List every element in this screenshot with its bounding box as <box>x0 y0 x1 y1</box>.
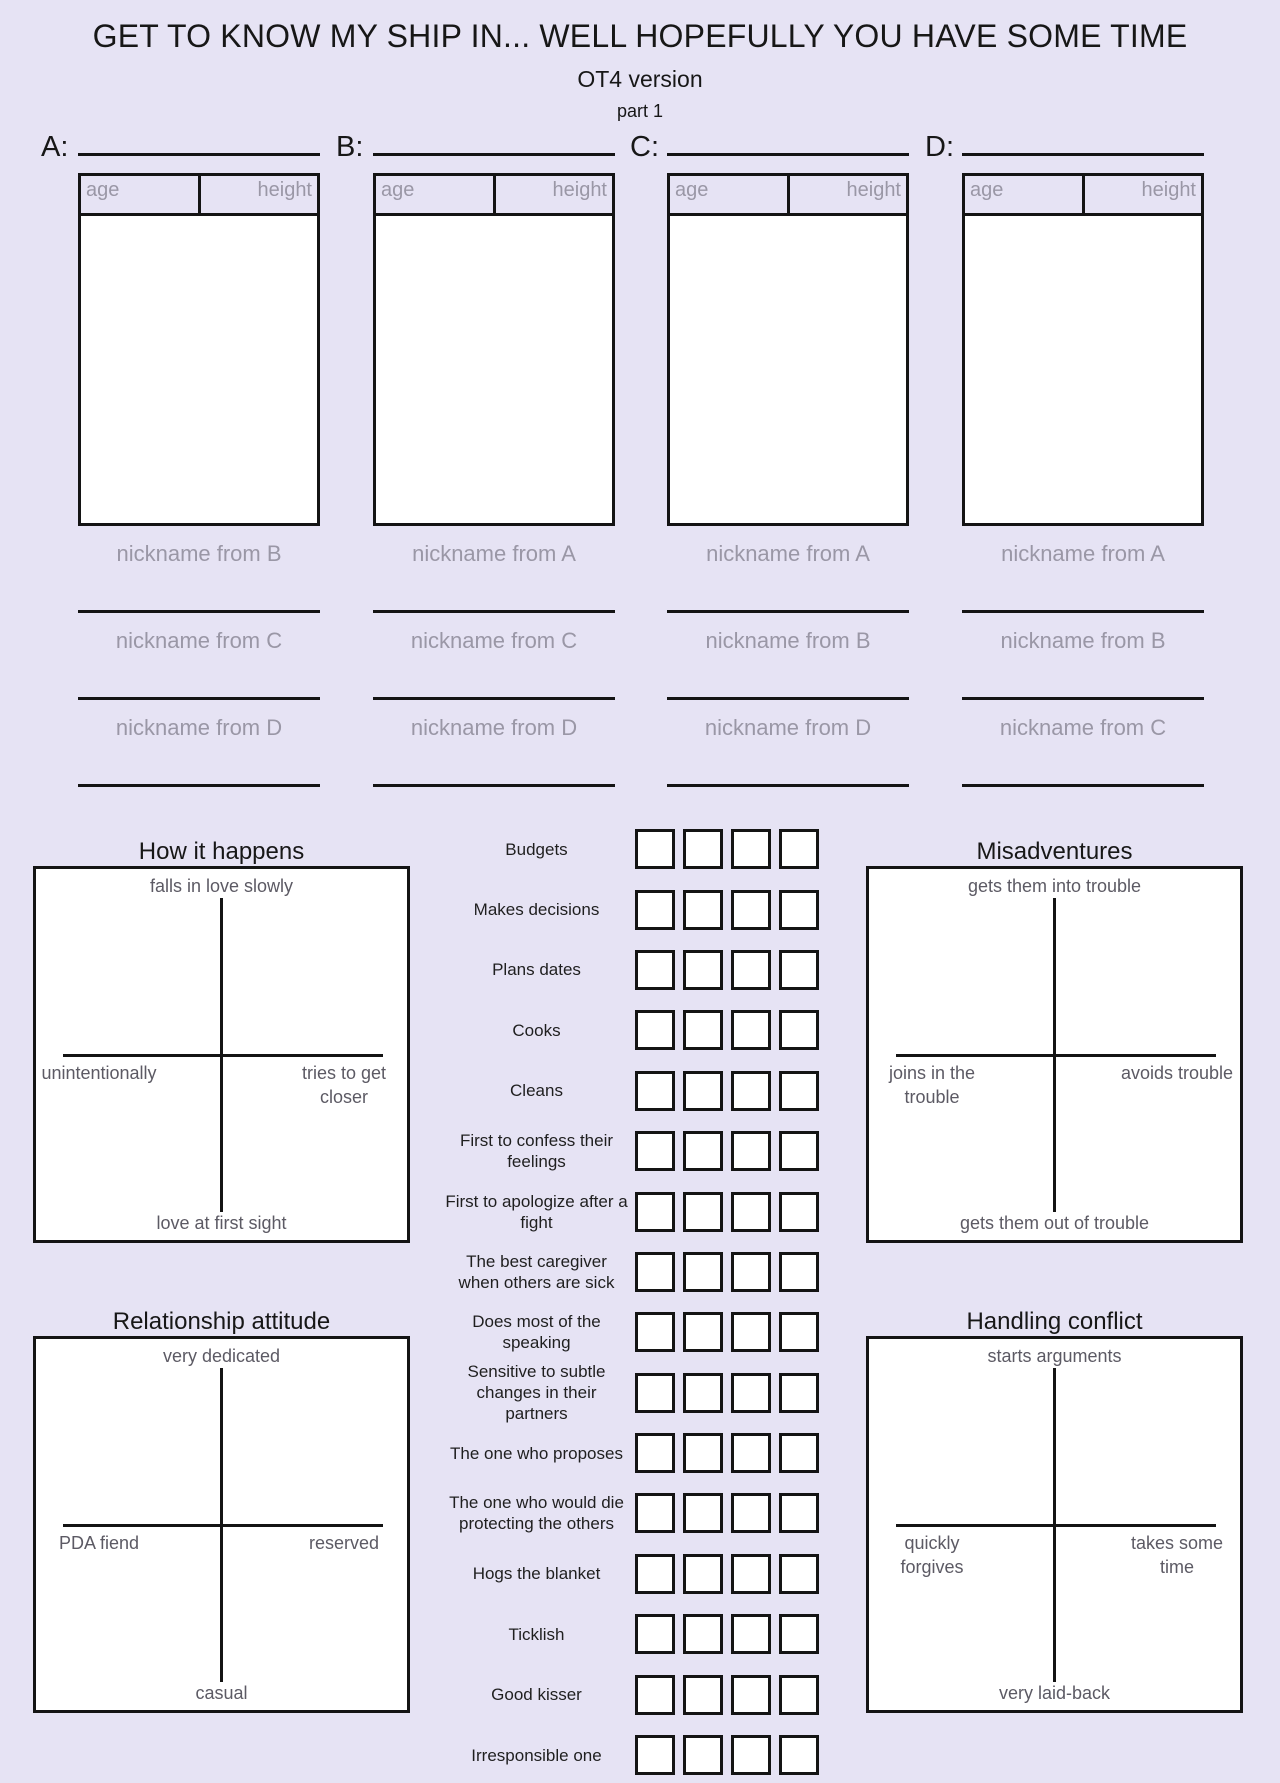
height-field[interactable]: height <box>496 176 613 213</box>
nickname-label: nickname from B <box>705 628 871 653</box>
character-portrait-box <box>78 173 320 526</box>
character-name-line[interactable] <box>373 153 615 156</box>
nickname-block <box>667 714 909 787</box>
nickname-label: nickname from D <box>115 715 283 740</box>
nickname-block <box>78 627 320 700</box>
checkbox[interactable] <box>635 829 675 869</box>
checklist <box>445 819 827 1783</box>
character-name-header <box>336 126 615 173</box>
checklist-label: Cooks <box>512 1020 561 1040</box>
nickname-block <box>373 627 615 700</box>
checklist-label: Plans dates <box>492 960 581 980</box>
character-portrait-box <box>962 173 1204 526</box>
quadrant-relationship-attitude <box>33 1308 410 1713</box>
checkbox[interactable] <box>731 1675 771 1715</box>
age-height-row <box>376 176 612 216</box>
nickname-block <box>962 714 1204 787</box>
checkbox[interactable] <box>635 1071 675 1111</box>
nickname-line[interactable] <box>373 610 615 613</box>
checkbox[interactable] <box>731 1433 771 1473</box>
checkbox[interactable] <box>731 829 771 869</box>
checklist-label: The one who would die protecting the others <box>449 1493 624 1534</box>
quadrant-bottom-label: very laid-back <box>998 1683 1111 1703</box>
checkbox[interactable] <box>779 1131 819 1171</box>
checklist-label: First to apologize after a fight <box>445 1191 628 1232</box>
quadrant-right-label: avoids trouble <box>1120 1063 1234 1083</box>
nickname-label: nickname from A <box>1001 541 1165 566</box>
nickname-label: nickname from A <box>412 541 576 566</box>
quadrant-top-label: very dedicated <box>162 1346 281 1366</box>
quadrant-bottom-label: love at first sight <box>156 1213 287 1233</box>
nickname-block <box>373 540 615 613</box>
checkbox[interactable] <box>635 1192 675 1232</box>
checkbox[interactable] <box>683 1493 723 1533</box>
checklist-label: Sensitive to subtle changes in their partners <box>467 1362 606 1424</box>
checklist-label: The one who proposes <box>450 1443 623 1463</box>
checklist-row <box>445 1061 827 1121</box>
checkbox[interactable] <box>779 1554 819 1594</box>
checkbox[interactable] <box>683 1433 723 1473</box>
checkbox[interactable] <box>635 1131 675 1171</box>
checkbox[interactable] <box>635 1614 675 1654</box>
checkbox[interactable] <box>779 1252 819 1292</box>
axis-horizontal <box>896 1524 1216 1527</box>
checkbox[interactable] <box>779 950 819 990</box>
checkbox[interactable] <box>683 1554 723 1594</box>
portrait-area[interactable] <box>376 216 612 520</box>
nickname-line[interactable] <box>667 610 909 613</box>
checklist-row <box>445 819 827 879</box>
checkbox[interactable] <box>731 1071 771 1111</box>
character-name-line[interactable] <box>667 153 909 156</box>
checkbox[interactable] <box>779 829 819 869</box>
checklist-row <box>445 1483 827 1543</box>
quadrant-misadventures <box>866 838 1243 1243</box>
checklist-label: Ticklish <box>508 1624 565 1644</box>
nickname-block <box>962 627 1204 700</box>
age-height-row <box>965 176 1201 216</box>
checklist-row <box>445 940 827 1000</box>
checkbox[interactable] <box>683 1010 723 1050</box>
checkbox[interactable] <box>683 829 723 869</box>
checklist-label: Makes decisions <box>473 900 600 920</box>
nickname-label: nickname from A <box>706 541 870 566</box>
nickname-block <box>667 627 909 700</box>
quadrant-title: How it happens <box>138 838 305 865</box>
nickname-block <box>962 540 1204 613</box>
quadrant-title: Relationship attitude <box>112 1308 331 1335</box>
quadrant-top-label: falls in love slowly <box>149 876 294 896</box>
checklist-row <box>445 1664 827 1724</box>
quadrant-top-label: gets them into trouble <box>967 876 1142 896</box>
checkbox[interactable] <box>635 1312 675 1352</box>
checklist-label: First to confess their feelings <box>459 1131 614 1172</box>
character-letter-label: C: <box>630 131 659 163</box>
height-field[interactable]: height <box>790 176 907 213</box>
page-subtitle: OT4 version <box>577 66 703 92</box>
checklist-row <box>445 1604 827 1664</box>
checkbox[interactable] <box>731 1554 771 1594</box>
quadrant-plot-area[interactable] <box>33 866 410 1243</box>
checkbox[interactable] <box>635 890 675 930</box>
checkbox[interactable] <box>635 1554 675 1594</box>
checklist-label: Good kisser <box>491 1685 582 1705</box>
checkbox[interactable] <box>683 1675 723 1715</box>
age-field[interactable]: age <box>376 176 496 213</box>
page-title: GET TO KNOW MY SHIP IN... WELL HOPEFULLY YOU HAVE SOME TIME <box>92 18 1188 54</box>
checkbox[interactable] <box>779 1493 819 1533</box>
checkbox[interactable] <box>635 1675 675 1715</box>
checkbox[interactable] <box>731 1010 771 1050</box>
character-letter-label: D: <box>925 131 954 163</box>
checkbox[interactable] <box>731 1735 771 1775</box>
nickname-line[interactable] <box>667 784 909 787</box>
nickname-line[interactable] <box>667 697 909 700</box>
nickname-line[interactable] <box>962 697 1204 700</box>
checkbox[interactable] <box>731 1312 771 1352</box>
height-field[interactable]: height <box>1085 176 1202 213</box>
quadrant-handling-conflict <box>866 1308 1243 1713</box>
nickname-line[interactable] <box>78 784 320 787</box>
checkbox[interactable] <box>683 1071 723 1111</box>
nickname-line[interactable] <box>962 610 1204 613</box>
quadrant-plot-area[interactable] <box>866 1336 1243 1713</box>
checkbox[interactable] <box>779 1735 819 1775</box>
quadrant-bottom-label: gets them out of trouble <box>959 1213 1150 1233</box>
checklist-label: Cleans <box>510 1081 563 1101</box>
checkbox[interactable] <box>683 1192 723 1232</box>
checkbox[interactable] <box>635 1373 675 1413</box>
character-name-header <box>925 126 1204 173</box>
character-letter-label: B: <box>336 131 364 163</box>
character-column-d <box>925 126 1204 787</box>
character-column-a <box>41 126 320 787</box>
checkbox[interactable] <box>635 1433 675 1473</box>
checkbox[interactable] <box>731 1493 771 1533</box>
checkbox[interactable] <box>635 1735 675 1775</box>
quadrant-left-label: PDA fiend <box>58 1533 140 1553</box>
quadrant-plot-area[interactable] <box>33 1336 410 1713</box>
checkbox[interactable] <box>635 1493 675 1533</box>
checkbox[interactable] <box>779 1071 819 1111</box>
quadrant-right-label: takes some time <box>1130 1533 1224 1577</box>
checkbox[interactable] <box>635 950 675 990</box>
checklist-row <box>445 1423 827 1483</box>
checkbox[interactable] <box>779 1433 819 1473</box>
checkbox[interactable] <box>731 890 771 930</box>
checkbox[interactable] <box>683 1252 723 1292</box>
quadrant-left-label: unintentionally <box>41 1063 157 1083</box>
quadrant-top-label: starts arguments <box>987 1346 1122 1366</box>
character-name-line[interactable] <box>962 153 1204 156</box>
checkbox[interactable] <box>779 1614 819 1654</box>
checkbox[interactable] <box>731 1192 771 1232</box>
age-height-row <box>81 176 317 216</box>
page-part-label: part 1 <box>616 101 664 121</box>
nickname-label: nickname from D <box>410 715 578 740</box>
nickname-block <box>78 714 320 787</box>
quadrant-title: Handling conflict <box>966 1308 1143 1335</box>
nickname-block <box>667 540 909 613</box>
character-name-header <box>41 126 320 173</box>
quadrant-title: Misadventures <box>976 838 1133 865</box>
checkbox[interactable] <box>731 1131 771 1171</box>
checklist-row <box>445 1121 827 1181</box>
checkbox[interactable] <box>683 950 723 990</box>
nickname-label: nickname from C <box>999 715 1167 740</box>
nickname-line[interactable] <box>78 697 320 700</box>
checklist-label: The best caregiver when others are sick <box>458 1251 615 1292</box>
axis-horizontal <box>63 1054 383 1057</box>
quadrant-right-label: tries to get closer <box>301 1063 387 1107</box>
checkbox[interactable] <box>779 1373 819 1413</box>
checklist-row <box>445 1725 827 1783</box>
checkbox[interactable] <box>779 1675 819 1715</box>
checklist-row <box>445 1302 827 1362</box>
nickname-label: nickname from D <box>704 715 872 740</box>
age-field[interactable]: age <box>81 176 201 213</box>
character-portrait-box <box>667 173 909 526</box>
portrait-area[interactable] <box>81 216 317 520</box>
quadrant-left-label: joins in the trouble <box>888 1063 976 1107</box>
checkbox[interactable] <box>731 1614 771 1654</box>
nickname-line[interactable] <box>373 784 615 787</box>
age-field[interactable]: age <box>965 176 1085 213</box>
checkbox[interactable] <box>683 1373 723 1413</box>
checkbox[interactable] <box>635 1252 675 1292</box>
checkbox[interactable] <box>683 1131 723 1171</box>
checkbox[interactable] <box>683 890 723 930</box>
height-field[interactable]: height <box>201 176 318 213</box>
checklist-row <box>445 879 827 939</box>
checklist-row <box>445 1544 827 1604</box>
checkbox[interactable] <box>683 1312 723 1352</box>
nickname-line[interactable] <box>373 697 615 700</box>
checklist-label: Hogs the blanket <box>472 1564 601 1584</box>
nickname-label: nickname from B <box>1000 628 1166 653</box>
checklist-label: Irresponsible one <box>471 1745 602 1765</box>
age-height-row <box>670 176 906 216</box>
age-field[interactable]: age <box>670 176 790 213</box>
nickname-line[interactable] <box>962 784 1204 787</box>
character-letter-label: A: <box>41 131 69 163</box>
checkbox[interactable] <box>731 1373 771 1413</box>
checkbox[interactable] <box>731 1252 771 1292</box>
quadrant-bottom-label: casual <box>195 1683 248 1703</box>
checklist-row <box>445 1181 827 1241</box>
portrait-area[interactable] <box>670 216 906 520</box>
checkbox[interactable] <box>683 1735 723 1775</box>
checkbox[interactable] <box>779 1192 819 1232</box>
checkbox[interactable] <box>779 890 819 930</box>
character-portrait-box <box>373 173 615 526</box>
checklist-label: Budgets <box>505 839 568 859</box>
nickname-label: nickname from C <box>115 628 283 653</box>
checkbox[interactable] <box>683 1614 723 1654</box>
checklist-row <box>445 1363 827 1423</box>
checklist-row <box>445 1242 827 1302</box>
nickname-line[interactable] <box>78 610 320 613</box>
character-column-b <box>336 126 615 787</box>
quadrant-plot-area[interactable] <box>866 866 1243 1243</box>
nickname-block <box>78 540 320 613</box>
checkbox[interactable] <box>779 1010 819 1050</box>
axis-horizontal <box>896 1054 1216 1057</box>
checkbox[interactable] <box>779 1312 819 1352</box>
checkbox[interactable] <box>635 1010 675 1050</box>
character-column-c <box>630 126 909 787</box>
nickname-label: nickname from C <box>410 628 578 653</box>
nickname-label: nickname from B <box>116 541 282 566</box>
character-name-line[interactable] <box>78 153 320 156</box>
axis-horizontal <box>63 1524 383 1527</box>
quadrant-right-label: reserved <box>308 1533 380 1553</box>
nickname-block <box>373 714 615 787</box>
portrait-area[interactable] <box>965 216 1201 520</box>
checklist-row <box>445 1000 827 1060</box>
quadrant-how-it-happens <box>33 838 410 1243</box>
character-name-header <box>630 126 909 173</box>
checklist-label: Does most of the speaking <box>472 1312 601 1353</box>
quadrant-left-label: quickly forgives <box>900 1533 964 1577</box>
checkbox[interactable] <box>731 950 771 990</box>
